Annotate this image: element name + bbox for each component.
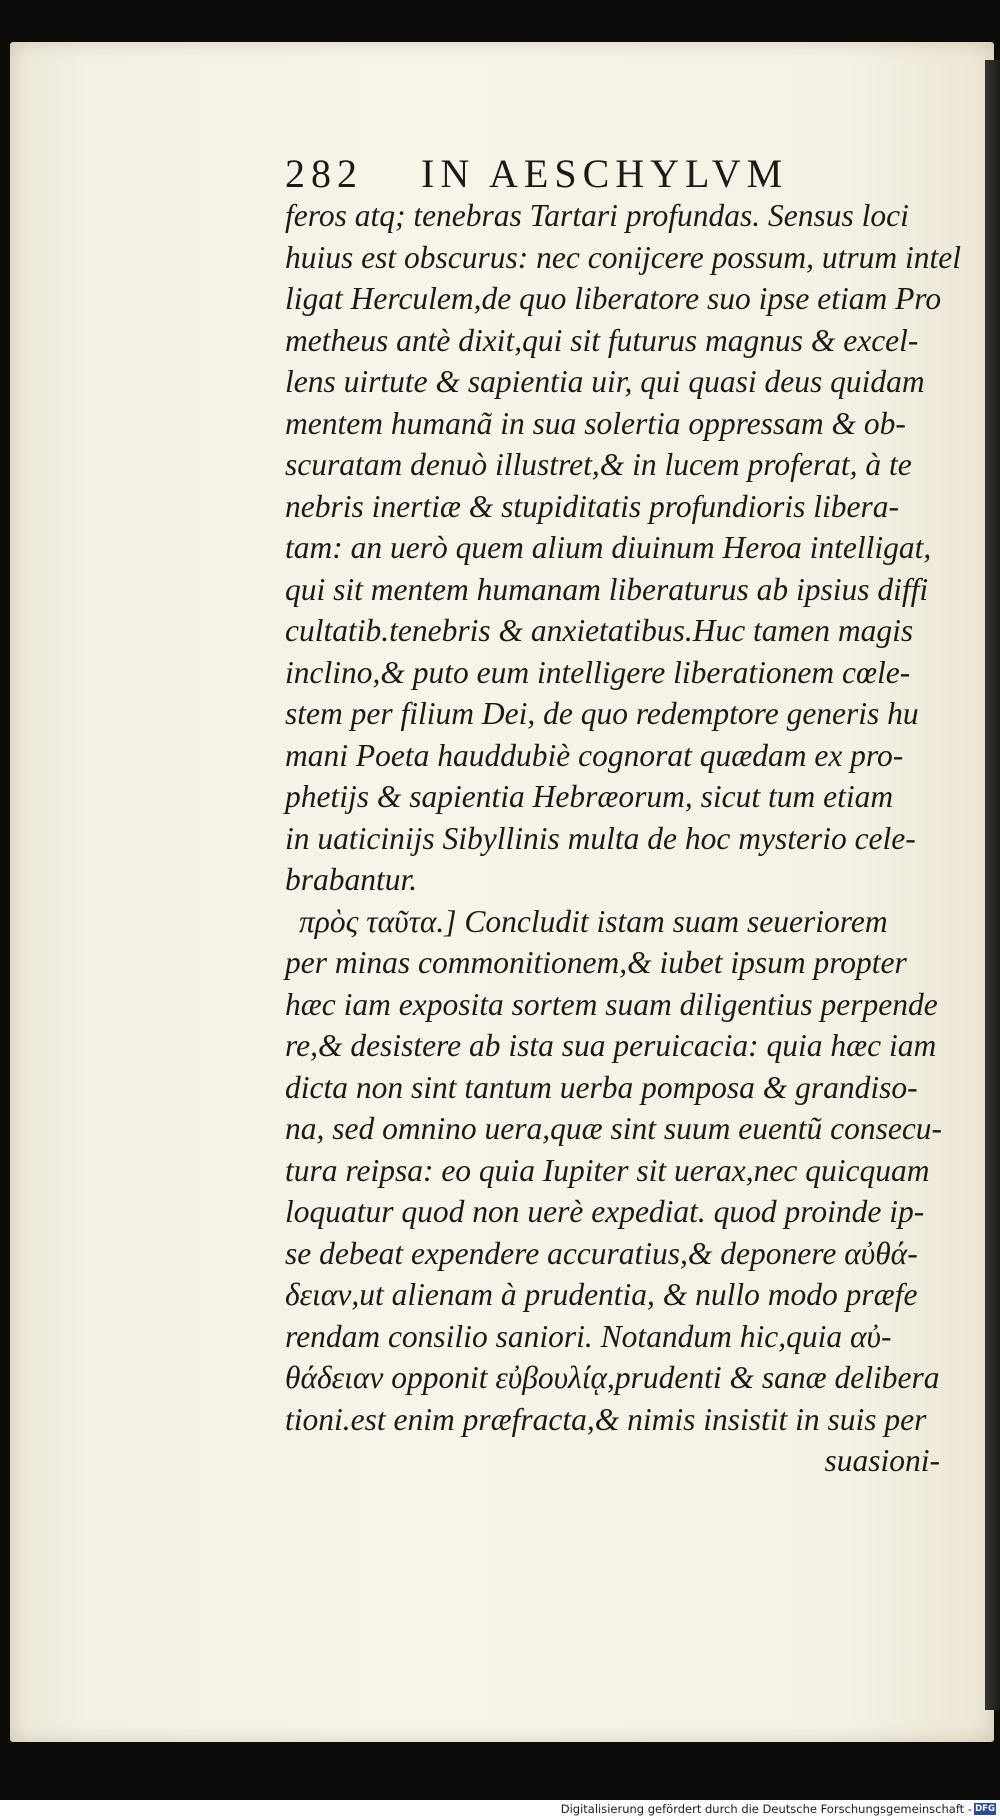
commentary-text (285, 195, 961, 1482)
text-line: inclino,& puto eum intelligere liberationem cœle- (285, 654, 911, 690)
text-line: loquatur quod non uerè expediat. quod proinde ip- (285, 1194, 925, 1229)
digitization-footer (0, 1800, 1000, 1819)
text-line: δειαν,ut alienam à prudentia, & nullo modo præfe (285, 1277, 918, 1312)
text-line: per minas commonitionem,& iubet ipsum propter (285, 945, 907, 980)
text-line: cultatib.tenebris & anxietatibus.Huc tamen magis (285, 613, 914, 648)
text-line: rendam consilio saniori. Notandum hic,quia αὐ- (285, 1318, 892, 1354)
dfg-logo: DFG (975, 1804, 995, 1814)
text-line: mani Poeta hauddubiè cognorat quædam ex pro- (285, 737, 904, 773)
running-header (285, 150, 788, 197)
text-line: tioni.est enim præfracta,& nimis insistit in suis per (285, 1401, 927, 1437)
text-line: lens uirtute & sapientia uir, qui quasi deus quidam (285, 364, 925, 399)
text-line: metheus antè dixit,qui sit futurus magnus & excel- (285, 322, 919, 358)
text-line: tura reipsa: eo quia Iupiter sit uerax,nec quicquam (285, 1152, 930, 1188)
text-line: scuratam denuò illustret,& in lucem proferat, à te (285, 447, 912, 482)
text-line: huius est obscurus: nec conijcere possum, utrum intel (285, 239, 961, 275)
running-title: IN AESCHYLVM (421, 151, 789, 196)
page-edge (985, 60, 1000, 1710)
text-line: dicta non sint tantum uerba pomposa & grandiso- (285, 1069, 918, 1105)
text-line: feros atq; tenebras Tartari profundas. Sensus loci (285, 198, 909, 233)
text-line: re,& desistere ab ista sua peruicacia: quia hæc iam (285, 1028, 937, 1063)
page-number: 282 (285, 151, 363, 196)
text-line: se debeat expendere accuratius,& deponere αὐθά- (285, 1235, 918, 1271)
text-line: tam: an uerò quem alium diuinum Heroa intelligat, (285, 530, 932, 565)
funding-credit: Digitalisierung gefördert durch die Deutsche Forschungsgemeinschaft - (560, 1802, 972, 1816)
text-line: stem per filium Dei, de quo redemptore generis hu (285, 696, 919, 731)
text-line: phetijs & sapientia Hebræorum, sicut tum etiam (285, 779, 894, 814)
lemma-line: πρὸς ταῦτα.] Concludit istam suam seueriorem (299, 903, 888, 939)
text-line: na, sed omnino uera,quæ sint suum euentũ consecu- (285, 1111, 943, 1146)
text-line: nebris inertiæ & stupiditatis profundioris libera- (285, 488, 900, 524)
text-line: brabantur. (285, 862, 418, 897)
text-line: qui sit mentem humanam liberaturus ab ipsius diffi (285, 571, 929, 607)
text-line: in uaticinijs Sibyllinis multa de hoc mysterio cele- (285, 820, 916, 856)
text-line: ligat Herculem,de quo liberatore suo ipse etiam Pro (285, 281, 942, 316)
text-line: θάδειαν opponit εὐβουλίᾳ,prudenti & sanæ delibera (285, 1360, 940, 1395)
catchword: suasioni- (824, 1443, 940, 1478)
text-line: hæc iam exposita sortem suam diligentius perpende (285, 986, 938, 1022)
text-line: mentem humanã in sua solertia oppressam & ob- (285, 405, 906, 441)
